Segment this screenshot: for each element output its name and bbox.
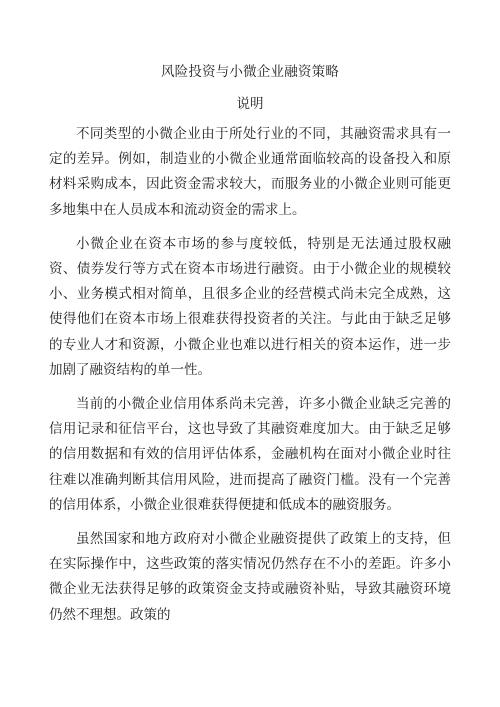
document-body — [49, 122, 451, 637]
paragraph-1: 不同类型的小微企业由于所处行业的不同，其融资需求具有一定的差异。例如，制造业的小微企业通常面临较高的设备投入和原材料采购成本，因此资金需求较大，而服务业的小微企业则可能更多地集中在人员成本和流动资金的需求上。 — [49, 126, 451, 218]
paragraph-2: 小微企业在资本市场的参与度较低，特别是无法通过股权融资、债券发行等方式在资本市场进行融资。由于小微企业的规模较小、业务模式相对简单，且很多企业的经营模式尚未完全成熟，这使得他们在资本市场上很难获得投资者的关注。与此由于缺乏足够的专业人才和资源，小微企业也难以进行相关的资本运作，进一步加剧了融资结构的单一性。 — [49, 235, 451, 378]
document-subtitle: 说明 — [236, 96, 264, 112]
paragraph-3: 当前的小微企业信用体系尚未完善，许多小微企业缺乏完善的信用记录和征信平台，这也导致了其融资难度加大。由于缺乏足够的信用数据和有效的信用评估体系，金融机构在面对小微企业时往往难以准确判断其信用风险，进而提高了融资门槛。没有一个完善的信用体系，小微企业很难获得便捷和低成本的融资服务。 — [49, 396, 451, 513]
paragraph-4: 虽然国家和地方政府对小微企业融资提供了政策上的支持，但在实际操作中，这些政策的落实情况仍然存在不小的差距。许多小微企业无法获得足够的政策资金支持或融资补贴，导致其融资环境仍然不理想。政策的 — [49, 531, 451, 623]
document-title: 风险投资与小微企业融资策略 — [160, 64, 340, 80]
